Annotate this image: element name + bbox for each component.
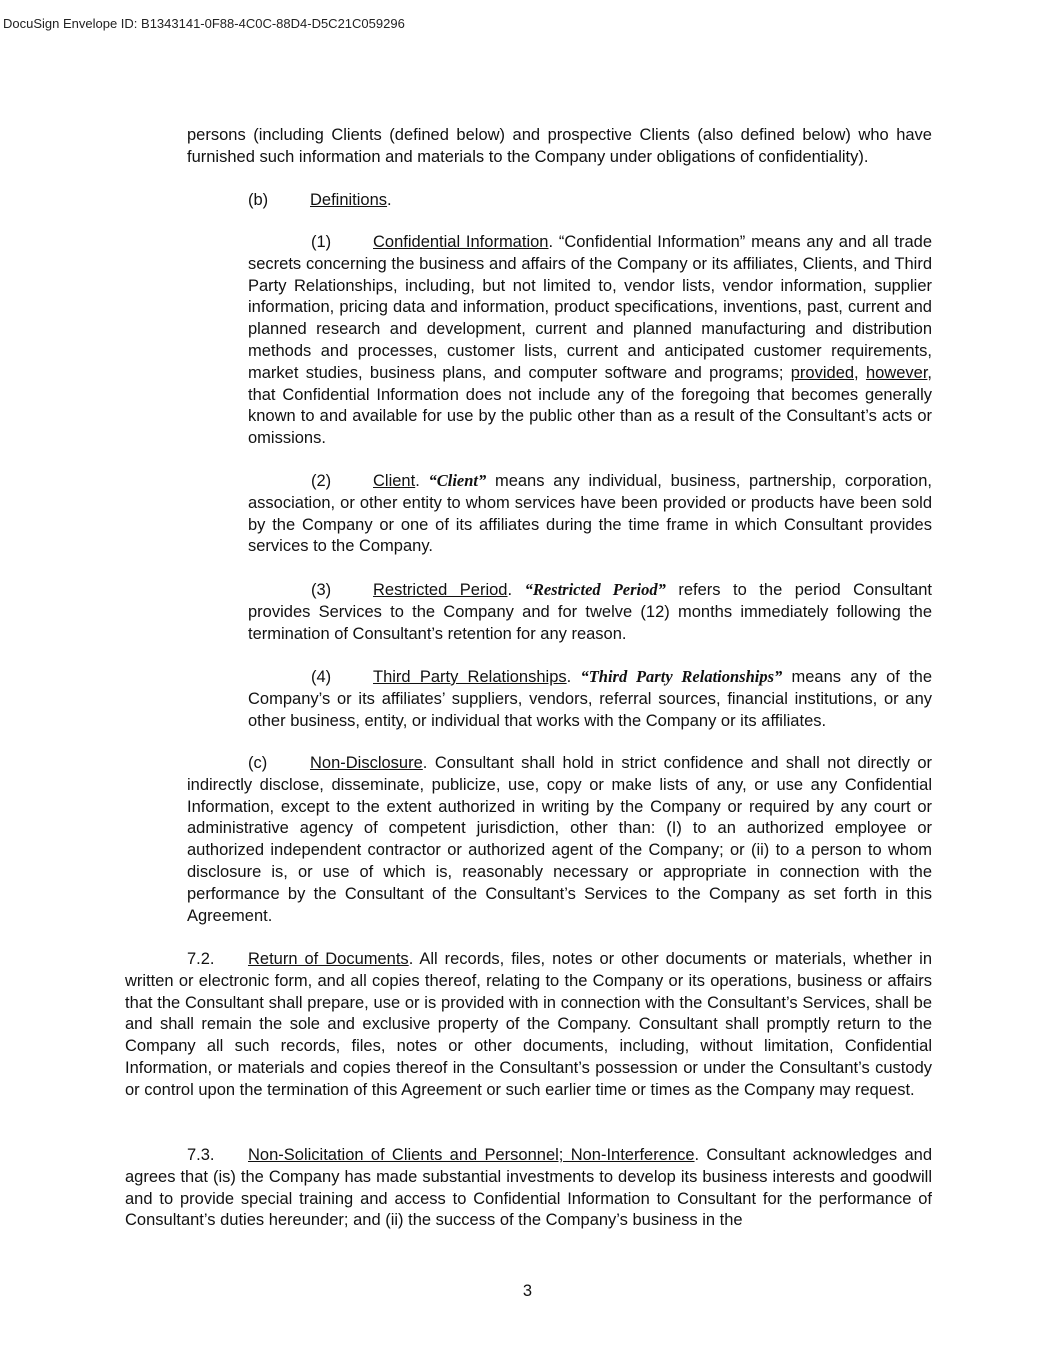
definition-1: (1) Confidential Information. “Confidential Information” means any and all trade secrets concerning the business and affairs of the Company or its affiliates, Clients, and Third Party Relationships, including, but not limited to, vendor lists, vendor information, supplier information, pricing data and information, product specifications, inventions, past, current and planned research and development, current and planned manufacturing and distribution methods and processes, customer lists, current and anticipated customer requirements, market studies, business plans, and computer software and programs; provided, however, that Confidential Information does not include any of the foregoing that becomes generally known to and available for use by the public other than as a result of the Consultant’s acts or omissions. (248, 233, 933, 448)
definition-4-text: means any of the Company’s or its affiliates’ suppliers, vendors, referral sources, financial institutions, or any other business, entity, or individual that works with the Company or its affiliates. (248, 668, 933, 730)
section-7-3-title: Non-Solicitation of Clients and Personnel; Non-Interference (248, 1146, 695, 1164)
definition-2-text: means any individual, business, partnership, corporation, association, or other entity to whom services have been provided or products have been sold by the Company or one of its affiliates during the time frame in which Consultant provides services to the Company. (248, 472, 932, 556)
definition-1-text-b: , that Confidential Information does not include any of the foregoing that becomes generally known to and available for use by the public other than as a result of the Consultant’s acts or omissions. (248, 363, 933, 448)
docusign-envelope-id: DocuSign Envelope ID: B1343141-0F88-4C0C-88D4-D5C21C059296 (3, 16, 405, 31)
section-7-2-return-of-documents (125, 949, 932, 1102)
definition-2-title: Client (373, 472, 416, 490)
section-b-period: . (387, 191, 392, 209)
definition-3-text: refers to the period Consultant provides Services to the Company and for twelve (12) months immediately following the termination of Consultant’s retention for any reason. (248, 581, 933, 643)
section-7-3-non-solicitation (125, 1145, 932, 1232)
provided-text: provided (790, 363, 855, 382)
section-c-non-disclosure (187, 753, 932, 927)
definition-4-number: (4) (311, 668, 332, 686)
section-7-2-title: Return of Documents (248, 950, 409, 968)
section-b-heading (248, 190, 932, 212)
definition-1-number: (1) (311, 233, 332, 251)
definition-1-text-a: means any and all trade secrets concerning the business and affairs of the Company or its affiliates, Clients, and Third Party Relationships, including, but not limited to, vendor lists, vendor information, supplier information, pricing data and information, product specifications, inventions, past, current and planned research and development, current and planned manufacturing and distribution methods and processes, customer lists, current and anticipated customer requirements, market studies, business plans, and computer software and programs; (248, 233, 933, 382)
section-c-number: (c) (248, 754, 268, 772)
definition-3-number: (3) (311, 581, 332, 599)
definition-4-title: Third Party Relationships (373, 668, 567, 686)
definition-4: (4) Third Party Relationships. “Third Party Relationships” means any of the Company’s or its affiliates’ suppliers, vendors, referral sources, financial institutions, or any other business, entity, or individual that works with the Company or its affiliates. (248, 667, 933, 730)
definition-3: (3) Restricted Period. “Restricted Period” refers to the period Consultant provides Services to the Company and for twelve (12) months immediately following the termination of Consultant’s retention for any reason. (248, 580, 933, 643)
definition-3-term: “Restricted Period” (524, 580, 666, 599)
definition-1-term: “Confidential Information” (558, 233, 746, 251)
however-text: however (865, 363, 928, 382)
section-b-title: Definitions (310, 191, 388, 209)
section-c-text: . Consultant shall hold in strict confidence and shall not directly or indirectly disclose, disseminate, publicize, use, copy or make lists of any, or use any Confidential Information, except to the extent authorized in writing by the Company or required by any court or administrative agency of competent jurisdiction, other than: (I) to an authorized employee or authorized independent contractor or authorized agent of the Company; or (ii) to a person to whom disclosure is, or use of which is, reasonably necessary or appropriate in connection with the performance by the Consultant of the Consultant’s Services to the Company as set forth in this Agreement. (187, 754, 932, 925)
section-7-3-text: . Consultant acknowledges and agrees that (is) the Company has made substantial investments to develop its business interests and goodwill and to provide special training and access to Confidential Information to Consultant for the performance of Consultant’s duties hereunder; and (ii) the success of the Company’s business in the (125, 1146, 932, 1230)
definition-2-number: (2) (311, 472, 332, 490)
section-7-2-text: . All records, files, notes or other documents or materials, whether in written or electronic form, and all copies thereof, relating to the Company or its operations, business or affairs that the Consultant shall prepare, use or is provided with in connection with the Consultant’s Services, shall be and shall remain the sole and exclusive property of the Company. Consultant shall promptly return to the Company all such records, files, notes or other documents, including, without limitation, Confidential Information, or materials and copies thereof in the Consultant’s possession or under the Consultant’s custody or control upon the termination of this Agreement or such earlier time or times as the Company may request. (125, 950, 932, 1099)
intro-text: persons (including Clients (defined below) and prospective Clients (also defined below) who have furnished such information and materials to the Company under obligations of confidentiality). (187, 126, 932, 166)
page-number: 3 (522, 1282, 533, 1300)
section-7-3-number: 7.3. (187, 1146, 215, 1164)
definition-4-term: “Third Party Relationships” (580, 667, 783, 686)
intro-paragraph (187, 125, 932, 169)
definition-1-title: Confidential Information (373, 233, 549, 251)
section-b-number: (b) (248, 191, 269, 209)
section-7-2-number: 7.2. (187, 950, 215, 968)
section-c-title: Non-Disclosure (310, 754, 423, 772)
definition-2-term: “Client” (428, 471, 487, 490)
definition-3-title: Restricted Period (373, 581, 508, 599)
definition-2: (2) Client. “Client” means any individual, business, partnership, corporation, association, or other entity to whom services have been provided or products have been sold by the Company or one of its affiliates during the time frame in which Consultant provides services to the Company. (248, 471, 932, 556)
